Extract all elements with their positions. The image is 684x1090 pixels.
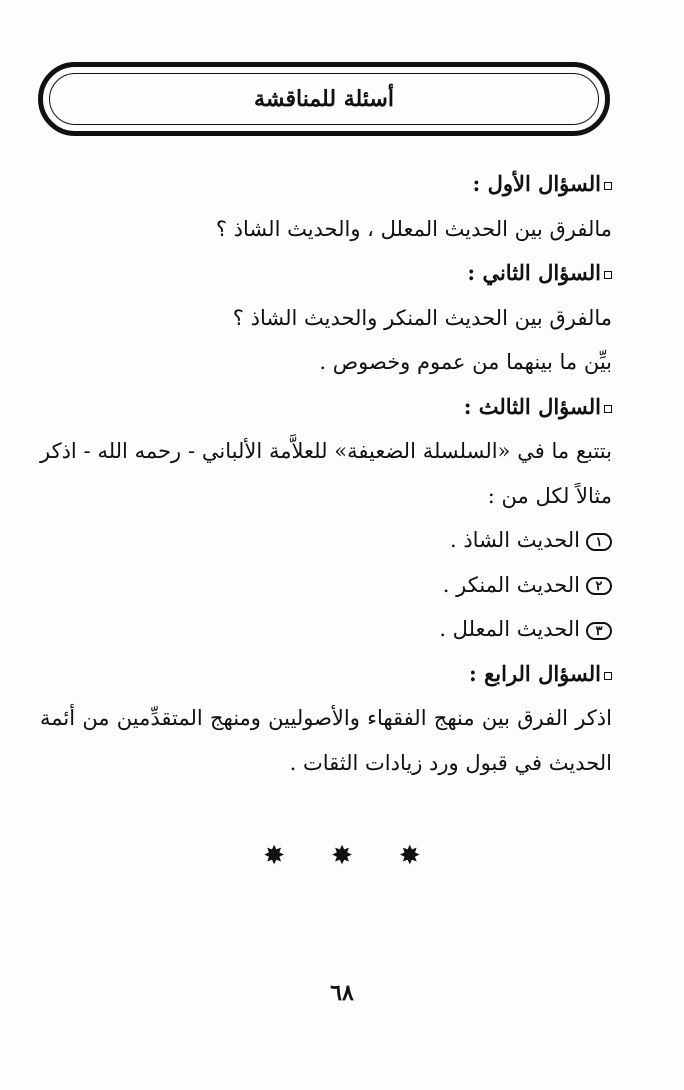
section-divider xyxy=(0,836,684,876)
item-number-badge: ٢ xyxy=(586,577,612,595)
question-3-line-2: مثالاً لكل من : xyxy=(487,483,612,508)
item-number-badge: ٣ xyxy=(586,622,612,640)
title-frame-inner xyxy=(49,73,599,125)
square-bullet-icon xyxy=(604,182,612,190)
question-1-line-1: مالفرق بين الحديث المعلل ، والحديث الشاذ ؟ xyxy=(215,216,612,241)
question-2-heading: السؤال الثاني : xyxy=(40,251,612,296)
item-number-badge: ١ xyxy=(586,533,612,551)
page-title: أسئلة للمناقشة xyxy=(254,86,394,112)
square-bullet-icon xyxy=(604,672,612,680)
page-number: ٦٨ xyxy=(330,980,354,1006)
questions-content xyxy=(40,162,612,785)
question-2-line-2: بيِّن ما بينهما من عموم وخصوص . xyxy=(319,350,612,374)
star-icon: ✸ xyxy=(263,841,286,871)
title-frame xyxy=(38,62,610,136)
square-bullet-icon xyxy=(604,405,612,413)
question-2-line-1: مالفرق بين الحديث المنكر والحديث الشاذ ؟ xyxy=(232,305,612,330)
question-3-item-1: ١الحديث الشاذ . xyxy=(40,518,612,563)
question-3-item-2: ٢الحديث المنكر . xyxy=(40,563,612,608)
question-3-heading: السؤال الثالث : xyxy=(40,385,612,430)
question-4-heading: السؤال الرابع : xyxy=(40,652,612,697)
star-icon: ✸ xyxy=(398,841,421,871)
question-4-line-2: الحديث في قبول ورد زيادات الثقات . xyxy=(289,750,612,775)
star-icon: ✸ xyxy=(331,841,353,871)
question-1-heading: السؤال الأول : xyxy=(40,162,612,207)
question-3-item-3: ٣الحديث المعلل . xyxy=(40,607,612,652)
question-4-line-1: اذكر الفرق بين منهج الفقهاء والأصوليين ومنهج المتقدِّمين من أئمة xyxy=(40,706,612,730)
question-3-line-1: بتتبع ما في «السلسلة الضعيفة» للعلاَّمة الألباني - رحمه الله - اذكر xyxy=(40,439,612,463)
square-bullet-icon xyxy=(604,271,612,279)
